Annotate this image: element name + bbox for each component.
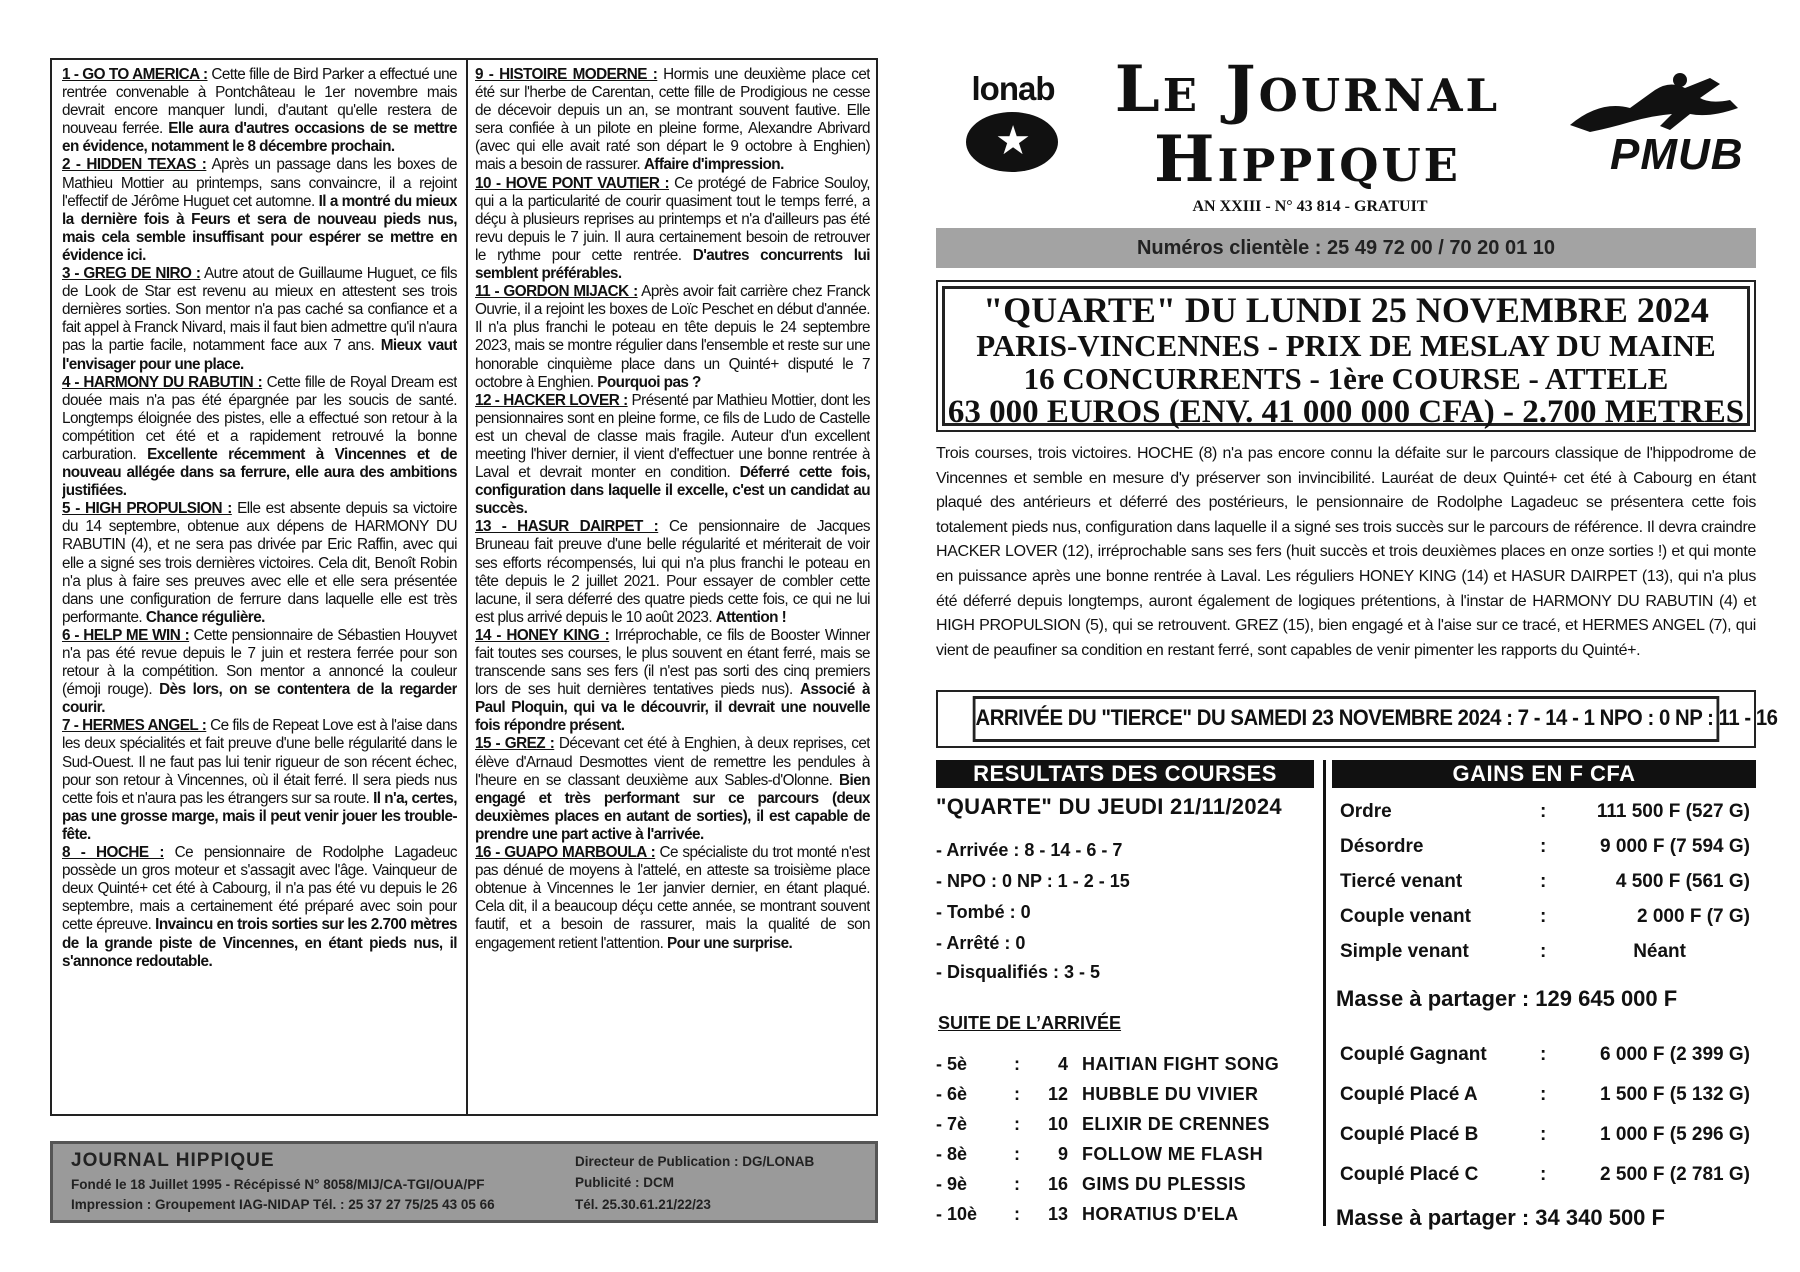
horse-entry-text: Ce pensionnaire de Jacques Bruneau fait preuve d'une belle régularité et mériterait de voir ses efforts récompensés, lui qui n'a plus franchi le poteau en tête depuis le 2 juillet 2021. Pour essayer de combler cette lacune, il sera déferré des quatre pieds cette fois, ce qui ne lui est plus arrivé depuis le 10 août 2023. <box>475 518 870 626</box>
gain-label: Couplé Placé A <box>1340 1084 1478 1105</box>
quarte-line-4: 63 000 EUROS (ENV. 41 000 000 CFA) - 2.700 METRES <box>947 394 1745 430</box>
horse-entry-verdict: Associé à Paul Ploquin, qui va le découvrir, il devrait une nouvelle fois répondre présent. <box>475 681 870 735</box>
gain-label: Couplé Gagnant <box>1340 1044 1487 1065</box>
suite-horse-name: HAITIAN FIGHT SONG <box>1082 1054 1280 1074</box>
horse-entry-name: 5 - HIGH PROPULSION : <box>62 500 232 518</box>
lonab-label: lonab <box>971 70 1055 107</box>
suite-colon: : <box>1014 1114 1020 1134</box>
horse-entry-name: 16 - GUAPO MARBOULA : <box>475 844 656 862</box>
horse-entry-name: 7 - HERMES ANGEL : <box>62 717 207 735</box>
suite-row <box>936 1054 1316 1078</box>
suite-horse-name: GIMS DU PLESSIS <box>1082 1174 1247 1194</box>
gain-label: Couplé Placé B <box>1340 1124 1479 1145</box>
masthead-title <box>1075 52 1540 197</box>
suite-colon: : <box>1014 1054 1020 1074</box>
masthead-title-line2: Hippique <box>1154 122 1461 197</box>
suite-colon: : <box>1014 1144 1020 1164</box>
suite-colon: : <box>1014 1174 1020 1194</box>
horse-entry-text: Irréprochable, ce fils de Booster Winner fait toutes ses courses, le plus souvent en étant ferré, mais se transcende sans ses fers (il n'est pas sorti des cinq premiers lors de ses huit dernières tentatives pieds nus). <box>475 626 870 699</box>
horse-entry-name: 6 - HELP ME WIN : <box>62 626 190 644</box>
horse-column-1 <box>62 66 457 1108</box>
suite-number: 16 <box>1047 1174 1068 1194</box>
issue-number: AN XXIII - N° 43 814 - GRATUIT <box>1192 198 1428 215</box>
suite-horse-name: HORATIUS D'ELA <box>1082 1204 1239 1224</box>
results-tombe: - Tombé : 0 <box>936 902 1031 922</box>
gain-colon: : <box>1540 906 1547 927</box>
footer-director: Directeur de Publication : DG/LONAB <box>575 1154 815 1169</box>
quarte-line-1: "QUARTE" DU LUNDI 25 NOVEMBRE 2024 <box>983 290 1709 330</box>
horse-entry <box>475 735 870 844</box>
tierce-arrivee: ARRIVÉE DU "TIERCE" DU SAMEDI 23 NOVEMBRE 2024 : 7 - 14 - 1 NPO : 0 NP : 11 - 16 <box>973 696 1720 742</box>
quarte-line-3: 16 CONCURRENTS - 1ère COURSE - ATTELE <box>1023 361 1669 396</box>
results-quarte-title: "QUARTE" DU JEUDI 21/11/2024 <box>936 794 1282 819</box>
horse-entry-verdict: Elle aura d'autres occasions de se mettre en évidence, notamment le 8 décembre prochain. <box>62 120 457 156</box>
suite-colon: : <box>1014 1084 1020 1104</box>
horse-entry <box>475 518 870 627</box>
star-icon: ★ <box>995 119 1031 163</box>
suite-number: 12 <box>1047 1084 1068 1104</box>
horse-entry-verdict: Déferré cette fois, configuration dans laquelle il excelle, c'est un candidat au succès. <box>475 464 870 518</box>
gain-value: 4 500 F (561 G) <box>1615 871 1750 892</box>
horse-entry-name: 2 - HIDDEN TEXAS : <box>62 156 207 174</box>
gain-row <box>1340 906 1756 932</box>
horse-entry-text: Cette fille de Royal Dream est douée mais n'a pas été épargnée par les soucis de santé. Longtemps éloignée des pistes, elle a effectué son retour à la compétition cet été et a rapidement retrouvé la bonne carburation. <box>62 373 457 463</box>
suite-number: 10 <box>1047 1114 1068 1134</box>
horse-entry <box>62 265 457 374</box>
horse-entry-text: Ce fils de Repeat Love est à l'aise dans les deux spécialités et fait preuve d'une belle régularité dans le Sud-Ouest. Il ne faut pas lui tenir rigueur de son récent échec, pour son retour à Vincennes, où il était ferré. Il sera pieds nus cette fois et n'aura pas les étrangers sur sa route. <box>62 717 457 807</box>
horse-entry-verdict: Bien engagé et très performant sur ce parcours (deux deuxièmes places en autant de sorties), il est capable de prendre une part active à l'arrivée. <box>475 771 870 843</box>
horse-entry <box>62 500 457 627</box>
horse-entry-verdict: Il n'a, certes, pas une grosse marge, mais il peut venir jouer les trouble-fête. <box>62 789 457 843</box>
horse-descriptions-frame <box>50 58 878 1116</box>
horse-entry-name: 15 - GREZ : <box>475 735 555 753</box>
gain-colon: : <box>1540 836 1547 857</box>
gain-label: Simple venant <box>1340 941 1469 962</box>
suite-number: 13 <box>1047 1204 1068 1224</box>
horse-entry-verdict: Attention ! <box>715 608 787 626</box>
horse-entry-text: Autre atout de Guillaume Huguet, ce fils de Look de Star est revenu au mieux en attestent ses trois dernières sorties. Son mentor n'a pas caché sa confiance et a fait appel à Franck Nivard, mais il faut bien admettre qu'il n'aura pas la partie facile, notamment face aux 7 ans. <box>62 265 457 355</box>
horse-entry-text: Ce protégé de Fabrice Souloy, qui a la particularité de courir quasiment tout le temps ferré, a déçu à plusieurs reprises au printemps et n'a d'ailleurs pas été revu depuis le 7 juin. Il aura certainement besoin de retrouver le rythme pour cette rentrée. <box>475 174 870 264</box>
horse-entry-verdict: Pourquoi pas ? <box>597 373 701 391</box>
suite-horse-name: FOLLOW ME FLASH <box>1082 1144 1263 1164</box>
gain-row <box>1340 941 1756 967</box>
horse-entry-text: Cette pensionnaire de Sébastien Houyvet n'a pas été revue depuis le 7 juin et restera ferrée pour son retour à la compétition. Son mentor a annoncé la couleur (émoji rouge). <box>62 626 457 699</box>
gain-label: Désordre <box>1340 836 1424 857</box>
gain-colon: : <box>1540 871 1547 892</box>
gain-row <box>1340 1044 1756 1070</box>
suite-number: 4 <box>1057 1054 1068 1074</box>
suite-row <box>936 1084 1316 1108</box>
horse-entry-verdict: Chance régulière. <box>145 608 265 626</box>
horse-entry-text: Ce spécialiste du trot monté n'est pas dénué de moyens à l'attelé, en atteste sa troisième place obtenue à Vincennes le 1er janvier dernier, en étant plaqué. Cela dit, il a beaucoup déçu cette année, se montrant souvent fautif, et a besoin de rassurer, mais la qualité de son engagement retient l'attention. <box>475 844 870 952</box>
gain-value: 2 500 F (2 781 G) <box>1600 1164 1750 1185</box>
suite-row <box>936 1204 1316 1228</box>
results-divider <box>1323 760 1326 1226</box>
horse-entry <box>62 156 457 265</box>
suite-row <box>936 1114 1316 1138</box>
suite-rank: - 5è <box>936 1054 968 1074</box>
publication-footer <box>50 1141 878 1223</box>
horse-entry <box>62 66 457 156</box>
clientele-numbers: Numéros clientèle : 25 49 72 00 / 70 20 01 10 <box>936 228 1756 268</box>
gain-colon: : <box>1540 941 1547 962</box>
horse-entry-text: Après un passage dans les boxes de Mathieu Mottier au printemps, sans convaincre, il a rejoint l'effectif de Jérôme Huguet cet automne. <box>62 156 457 210</box>
horse-entry-text: Ce pensionnaire de Rodolphe Lagadeuc possède un gros moteur et s'assagit avec l'âge. Vainqueur de deux Quinté+ cet été à Cabourg, il n'a pas été vu depuis le 26 septembre, mais a certainement été préparé avec soin pour cette épreuve. <box>62 844 457 934</box>
horse-entry-name: 1 - GO TO AMERICA : <box>62 66 208 83</box>
horse-entry-text: Elle est absente depuis sa victoire du 14 septembre, obtenue aux dépens de HARMONY DU RABUTIN (4), et ne sera pas drivée par Eric Raffin, avec qui elle a signé ses trois dernières victoires. Cela dit, Benoît Robin n'a plus à faire ses preuves avec elle et elle sera présentée dans une configuration de ferrure dans laquelle elle est très performante. <box>62 500 457 626</box>
horse-entry-verdict: Il a montré du mieux la dernière fois à Feurs et sera de nouveau pieds nus, mais cela semble insuffisant pour espérer se mettre en évidence ici. <box>62 192 457 264</box>
pmub-logo <box>1560 70 1750 180</box>
masse-a-partager-2: Masse à partager : 34 340 500 F <box>1336 1205 1665 1230</box>
horse-entry <box>475 627 870 736</box>
footer-founded: Fondé le 18 Juillet 1995 - Récépissé N° 8058/MIJ/CA-TGI/OUA/PF <box>71 1177 485 1192</box>
horse-entry <box>475 175 870 284</box>
gain-value: 9 000 F (7 594 G) <box>1600 836 1750 857</box>
horse-entry-text: Hormis une deuxième place cet été sur l'herbe de Carentan, cette fille de Prodigious ne cesse de décevoir depuis un an, se montrant souvent fautive. Elle sera confiée à un pilote en pleine forme, Alexandre Abrivard (avec qui elle avait raté son départ le 9 octobre à Enghien) mais a besoin de rassurer. <box>475 66 870 174</box>
lonab-logo <box>958 60 1068 180</box>
footer-journal-name: JOURNAL HIPPIQUE <box>71 1150 275 1171</box>
suite-colon: : <box>1014 1204 1020 1224</box>
horse-entry <box>62 374 457 501</box>
column-divider <box>466 60 468 1114</box>
horse-entry-verdict: Affaire d'impression. <box>643 156 784 174</box>
quarte-line-2: PARIS-VINCENNES - PRIX DE MESLAY DU MAINE <box>976 328 1716 363</box>
suite-horse-name: ELIXIR DE CRENNES <box>1082 1114 1270 1134</box>
gain-colon: : <box>1540 1124 1547 1145</box>
gain-row <box>1340 801 1756 827</box>
horse-entry-name: 14 - HONEY KING : <box>475 626 610 644</box>
horse-entry-text: Après avoir fait carrière chez Franck Ouvrie, il a rejoint les boxes de Loïc Peschet en début d'année. Il n'a plus franchi le poteau en tête depuis le 24 septembre 2023, mais se montre régulier dans l'ensemble et reste sur une honorable cinquième place dans un Quinté+ disputé le 7 octobre à Enghien. <box>475 283 870 391</box>
horse-entry-name: 9 - HISTOIRE MODERNE : <box>475 66 658 83</box>
horse-entry-text: Décevant cet été à Enghien, à deux reprises, cet élève d'Arnaud Desmottes vient de remettre les pendules à l'heure en se classant deuxième aux Sables-d'Olonne. <box>475 735 870 789</box>
gains-header: GAINS EN F CFA <box>1332 760 1756 788</box>
horse-entry <box>62 844 457 971</box>
horse-column-2 <box>475 66 870 1108</box>
horse-entry <box>475 66 870 175</box>
results-arrete: - Arrêté : 0 <box>936 933 1026 953</box>
gain-row <box>1340 871 1756 897</box>
lonab-ball-icon <box>966 112 1058 172</box>
horse-entry-name: 4 - HARMONY DU RABUTIN : <box>62 373 263 391</box>
suite-row <box>936 1144 1316 1168</box>
gain-label: Couplé Placé C <box>1340 1164 1479 1185</box>
horse-entry-verdict: Excellente récemment à Vincennes et de nouveau allégée dans sa ferrure, elle aura des ambitions justifiées. <box>62 445 457 500</box>
suite-rank: - 9è <box>936 1174 968 1194</box>
results-arrivee: - Arrivée : 8 - 14 - 6 - 7 <box>936 840 1123 860</box>
gain-label: Couple venant <box>1340 906 1471 927</box>
suite-rank: - 10è <box>936 1204 978 1224</box>
horse-entry <box>475 844 870 953</box>
masse-a-partager-1: Masse à partager : 129 645 000 F <box>1336 986 1678 1011</box>
gain-label: Ordre <box>1340 801 1392 822</box>
horse-entry-verdict: Pour une surprise. <box>666 934 793 952</box>
gain-value: 6 000 F (2 399 G) <box>1600 1044 1750 1065</box>
horse-entry-name: 11 - GORDON MIJACK : <box>475 283 638 301</box>
footer-phone: Tél. 25.30.61.21/22/23 <box>575 1197 711 1212</box>
results-npo: - NPO : 0 NP : 1 - 2 - 15 <box>936 871 1130 891</box>
pmub-label: PMUB <box>1610 130 1744 179</box>
horse-entry <box>475 392 870 519</box>
suite-rank: - 7è <box>936 1114 968 1134</box>
horse-entry-name: 13 - HASUR DAIRPET : <box>475 518 659 536</box>
horse-entry <box>62 717 457 844</box>
gain-value: 1 000 F (5 296 G) <box>1600 1124 1750 1145</box>
gain-value: Néant <box>1633 941 1686 962</box>
gain-colon: : <box>1540 1044 1547 1065</box>
suite-rank: - 8è <box>936 1144 968 1164</box>
horse-entry-name: 12 - HACKER LOVER : <box>475 391 628 409</box>
horse-entry-text: Cette fille de Bird Parker a effectué une rentrée convenable à Pontchâteau le 1er novembre mais devrait encore manquer lundi, d'autant qu'elle restera de nouveau ferrée. <box>62 66 457 138</box>
gain-row <box>1340 1084 1756 1110</box>
suite-horse-name: HUBBLE DU VIVIER <box>1082 1084 1259 1104</box>
results-header: RESULTATS DES COURSES <box>936 760 1314 788</box>
results-disqualifies: - Disqualifiés : 3 - 5 <box>936 962 1101 982</box>
gain-row <box>1340 836 1756 862</box>
tierce-arrivee-box <box>936 690 1778 748</box>
lead-paragraph: Trois courses, trois victoires. HOCHE (8) n'a pas encore connu la défaite sur le parcours classique de l'hippodrome de Vincennes et semble en mesure d'y préserver son invincibilité. Lauréat de deux Quinté+ cet été à Cabourg en étant plaqué des antérieurs et déferré des postérieurs, le pensionnaire de Rodolphe Lagadeuc se présentera cette fois totalement pieds nus, configuration dans laquelle il a signé ses trois succès sur le parcours de référence. Il devra craindre HACKER LOVER (12), irréprochable sans ses fers (huit succès et trois deuxièmes places en onze sorties !) et qui monte en puissance après une bonne rentrée à Laval. Les réguliers HONEY KING (14) et HASUR DAIRPET (13), qui n'a plus été déferré depuis longtemps, auront également de logiques prétentions, à l'instar de HARMONY DU RABUTIN (4) et HIGH PROPULSION (5), qui se retrouvent. GREZ (15), bien engagé et à l'aise sur ce tracé, et HERMES ANGEL (7), qui vient de peaufiner sa condition en restant ferré, sont capables de venir pimenter les rapports du Quinté+. <box>936 445 1756 659</box>
gain-value: 2 000 F (7 G) <box>1637 906 1750 927</box>
suite-row <box>936 1174 1316 1198</box>
quarte-headline <box>942 286 1750 430</box>
horse-entry <box>62 627 457 717</box>
suite-arrivee-title: SUITE DE L’ARRIVÉE <box>938 1013 1122 1033</box>
gain-colon: : <box>1540 1164 1547 1185</box>
horse-entry-text: Présenté par Mathieu Mottier, dont les pensionnaires sont en pleine forme, ce fils de Ludo de Castelle est un cheval de classe mais fragile. Auteur d'un excellent meeting l'hiver dernier, il vient d'effectuer une bonne rentrée à Laval et devrait monter en condition. <box>475 391 870 482</box>
horse-entry-name: 10 - HOVE PONT VAUTIER : <box>475 174 669 192</box>
gain-row <box>1340 1124 1756 1150</box>
horse-entry-name: 3 - GREG DE NIRO : <box>62 265 201 283</box>
horse-entry-verdict: Mieux vaut l'envisager pour une place. <box>62 337 457 373</box>
suite-number: 9 <box>1057 1144 1068 1164</box>
horse-entry-name: 8 - HOCHE : <box>62 844 164 862</box>
horse-entry-verdict: Dès lors, on se contentera de la regarder courir. <box>62 681 457 717</box>
gain-label: Tiercé venant <box>1340 871 1463 892</box>
masthead-title-line1: Le Journal <box>1114 52 1501 127</box>
gain-row <box>1340 1164 1756 1190</box>
gain-value: 1 500 F (5 132 G) <box>1600 1084 1750 1105</box>
footer-publicity: Publicité : DCM <box>575 1175 675 1190</box>
footer-printing: Impression : Groupement IAG-NIDAP Tél. : 25 37 27 75/25 43 05 66 <box>71 1197 495 1212</box>
gain-colon: : <box>1540 801 1547 822</box>
gain-value: 111 500 F (527 G) <box>1596 801 1750 822</box>
gain-colon: : <box>1540 1084 1547 1105</box>
suite-rank: - 6è <box>936 1084 968 1104</box>
horse-entry <box>475 283 870 392</box>
horse-entry-verdict: Invaincu en trois sorties sur les 2.700 mètres de la grande piste de Vincennes, en étant pieds nus, il s'annonce redoutable. <box>62 916 457 970</box>
quarte-headline-box <box>936 280 1756 432</box>
horse-entry-verdict: D'autres concurrents lui semblent préférables. <box>475 246 870 283</box>
